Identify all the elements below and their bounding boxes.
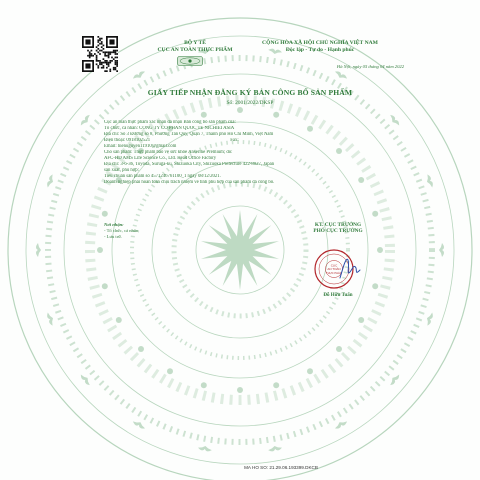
motto: Độc lập - Tự do - Hạnh phúc — [285, 47, 355, 53]
stamp-center-line: CỤC — [330, 263, 338, 268]
dossier-code: MA HO SO: 21.29.06.193399.DKCB — [244, 465, 318, 470]
fax: Fax: — [230, 138, 239, 144]
recipient-item: - Lưu trữ. — [104, 234, 122, 239]
vfa-logo-icon — [177, 56, 203, 66]
signer-title: KT. CỤC TRƯỞNG — [314, 222, 362, 228]
signer-name: Đỗ Hữu Tuấn — [323, 293, 353, 298]
signature-icon — [340, 259, 360, 278]
recipients-block — [104, 222, 194, 240]
document-title: GIẤY TIẾP NHẬN ĐĂNG KÝ BẢN CÔNG BỐ SẢN PHẨM — [147, 88, 353, 97]
recipient-item: - Tổ chức, cá nhân; — [104, 228, 140, 233]
stamp-center-line: AN TOÀN — [327, 267, 341, 272]
official-seal-icon — [310, 242, 364, 296]
body-line: Cho sản phẩm: Thực phẩm bảo vệ sức khỏe Anserine Premium; do: — [104, 150, 233, 156]
body-line: Địa chỉ: 3-6-36, Toyoda, Suruga-ku, Shizuoka City, Shizuoka Prefecture 422-8027, Japan — [104, 162, 275, 168]
email-line: Email: hienuguyen11910@gmail.com — [104, 144, 177, 150]
body-line: Tổ chức, cá nhân: CÔNG TY CỔ PHẦN QUỐC TẾ NICHIEI ASIA — [104, 126, 235, 132]
body-line: Địa chỉ: Số 3 Đường số 8, Phường Tân Quy, Quận 7, Thành phố Hồ Chí Minh, Việt Nam — [104, 132, 274, 138]
country-name: CỘNG HÒA XÃ HỘI CHỦ NGHĨA VIỆT NAM — [262, 40, 378, 46]
signer-position: PHÓ CỤC TRƯỞNG — [313, 228, 363, 235]
document-number: Số: 2001/2022/DKSP — [226, 100, 274, 106]
qr-code — [82, 36, 118, 72]
ministry-name: BỘ Y TẾ — [184, 40, 206, 46]
body-line: Tiêu chuẩn sản phẩm số 4571246761100_1 ngày 08/12/2021. — [104, 174, 221, 180]
stamp-center-line: THỰC PHẨM — [326, 271, 342, 275]
phone: Điện thoại: 0918102521 — [104, 138, 151, 144]
recipients-heading: Nơi nhận: — [104, 222, 124, 227]
qr-code-icon — [82, 36, 118, 72]
certificate-body — [104, 120, 396, 187]
place-date: Hà Nội, ngày 05 tháng 04 năm 2022 — [336, 64, 404, 69]
national-motto — [232, 40, 408, 54]
body-line: AFC-HD AMS Life Science Co., Ltd. Head Office Factory — [104, 156, 217, 162]
agency-name: CỤC AN TOÀN THỰC PHẨM — [157, 47, 233, 53]
signer-block — [278, 222, 398, 235]
body-line: sản xuất, phù hợp: — [104, 168, 139, 174]
body-line: Cục an toàn thực phẩm xác nhận đã nhận Bản công bố sản phẩm của: — [104, 120, 236, 125]
body-line: Doanh nghiệp phải hoàn toàn chịu trách nhiệm về tính phù hợp của sản phẩm đã công bố. — [104, 180, 275, 186]
